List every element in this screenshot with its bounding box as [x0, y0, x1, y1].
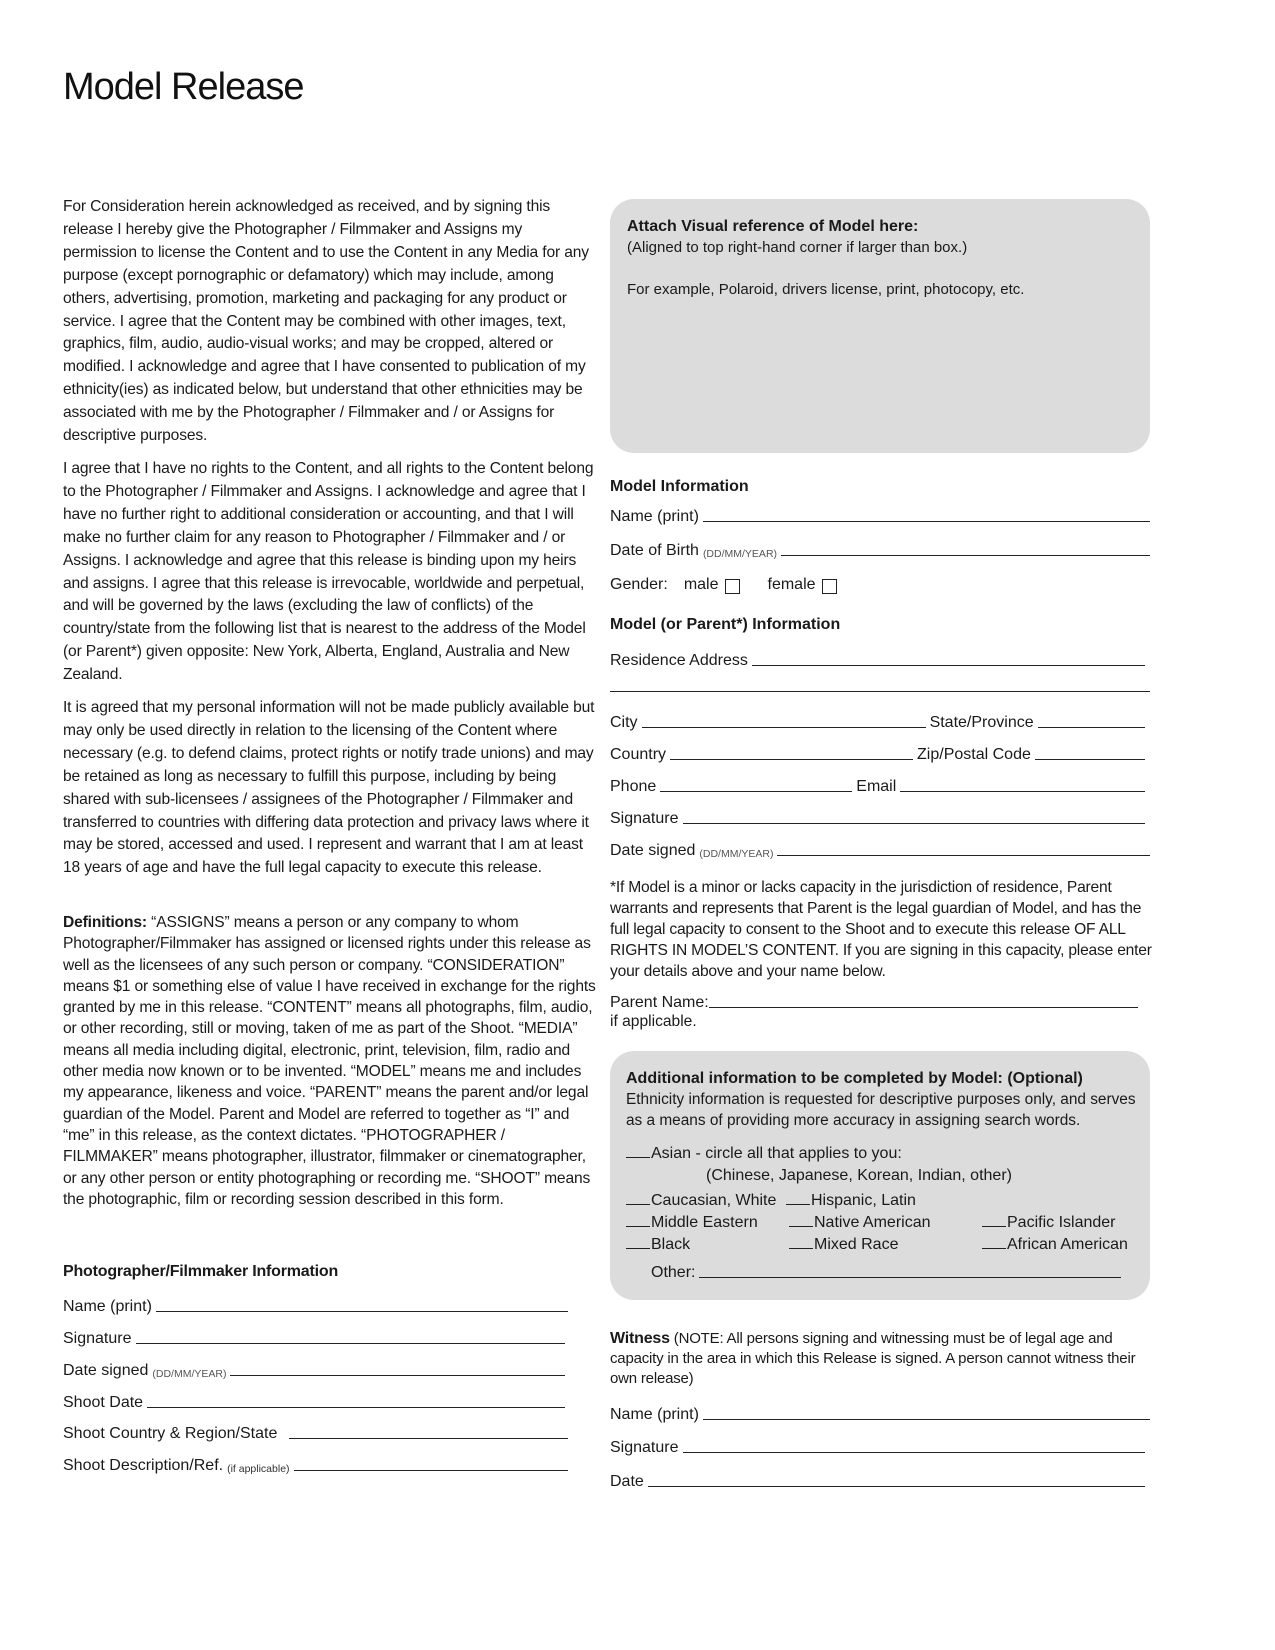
photographer-date-signed-field[interactable] — [63, 1358, 565, 1380]
model-dob-line[interactable] — [781, 555, 1150, 556]
witness-label: Witness — [610, 1330, 670, 1347]
witness-signature-label: Signature — [610, 1439, 679, 1456]
photographer-info-heading: Photographer/Filmmaker Information — [63, 1263, 339, 1280]
additional-info-description: Ethnicity information is requested for descriptive purposes only, and serves as a means of providing more accuracy in assigning search words. — [626, 1091, 1136, 1129]
definitions-text: “ASSIGNS” means a person or any company to whom Photographer/Filmmaker has assigned or licensed rights under this release as well as the licensees of any such person or company. “CONSIDERATION” means $1 or something else of value I have received in exchange for the rights granted by me in this release. “CONTENT” means all photographs, film, audio, or other recording, still or moving, taken of me as part of the Shoot. “MEDIA” means all media including digital, electronic, print, television, film, radio and other media now known or to be invented. “MODEL” means me and includes my appearance, likeness and voice. “PARENT” means the parent and/or legal guardian of the Model. Parent and Model are referred to together as “I” and “me” in this release, as the context dictates. “PHOTOGRAPHER / FILMMAKER” means photographer, illustrator, filmmaker or cinematographer, or any other person or entity photographing or recording me. “SHOOT” means the photographic, film or recording session described in this form. — [63, 914, 596, 1208]
phone-label: Phone — [610, 778, 657, 795]
photographer-signature-field[interactable] — [63, 1326, 565, 1348]
photographer-name-label: Name (print) — [63, 1298, 152, 1315]
witness-date-label: Date — [610, 1473, 644, 1490]
photographer-date-signed-label: Date signed — [63, 1362, 149, 1379]
privacy-paragraph: It is agreed that my personal information will not be made publicly available but may only be used directly in relation to the licensing of the Content where necessary (e.g. to defend claims, protect rights or notify trade unions) and may be retained as long as necessary to fulfill this purpose, including by being shared with sub-licensees / assignees of the Photographer / Filmmaker and transferred to countries with differing data protection and privacy laws where it may be stored, accessed and used. I represent and warrant that I am at least 18 years of age and have the full legal capacity to execute this release. — [63, 699, 595, 877]
witness-note — [610, 1329, 1155, 1389]
email-line[interactable] — [900, 791, 1145, 792]
residence-label: Residence Address — [610, 652, 748, 669]
country-zip-field[interactable] — [610, 742, 1145, 764]
middle-eastern-label: Middle Eastern — [651, 1214, 758, 1231]
witness-name-line[interactable] — [703, 1419, 1150, 1420]
other-line[interactable] — [699, 1277, 1121, 1278]
gender-male-label: male — [683, 576, 719, 593]
parent-date-signed-line[interactable] — [777, 855, 1150, 856]
model-name-label: Name (print) — [610, 508, 699, 525]
shoot-description-line[interactable] — [294, 1470, 568, 1471]
photographer-date-signed-line[interactable] — [230, 1375, 565, 1376]
other-label: Other: — [651, 1264, 696, 1281]
state-label: State/Province — [929, 714, 1034, 731]
gender-field — [610, 572, 910, 594]
residence-line[interactable] — [752, 665, 1145, 666]
witness-note-text: (NOTE: All persons signing and witnessing must be of legal age and capacity in the area in which this Release is signed. A person cannot witness their own release) — [610, 1330, 1136, 1387]
mixed-race-label: Mixed Race — [814, 1236, 899, 1253]
country-label: Country — [610, 746, 667, 763]
city-line[interactable] — [642, 727, 926, 728]
shoot-description-label: Shoot Description/Ref. — [63, 1457, 224, 1474]
model-dob-field[interactable] — [610, 538, 1150, 560]
ethnicity-black[interactable] — [626, 1236, 690, 1254]
consideration-paragraph: For Consideration herein acknowledged as received, and by signing this release I hereby give the Photographer / Filmmaker and Assigns my permission to license the Content and to use the Content in any Media for any purpose (except pornographic or defamatory) which may include, among others, advertising, promotion, marketing and packaging for any product or service. I agree that the Content may be combined with other images, text, graphics, film, audio, audio-visual works; and may be cropped, altered or modified. I acknowledge and agree that I have consented to publication of my ethnicity(ies) as indicated below, but understand that other ethnicities may be associated with me by the Photographer / Filmmaker and / or Assigns for descriptive purposes. — [63, 198, 589, 445]
parent-if-applicable: if applicable. — [610, 1013, 697, 1030]
hispanic-label: Hispanic, Latin — [811, 1192, 916, 1209]
zip-label: Zip/Postal Code — [917, 746, 1031, 763]
photographer-signature-label: Signature — [63, 1330, 132, 1347]
caucasian-blank[interactable] — [626, 1204, 650, 1205]
parent-date-format-hint: (DD/MM/YEAR) — [699, 848, 774, 860]
model-dob-label: Date of Birth — [610, 542, 699, 559]
mixed-race-blank[interactable] — [789, 1248, 813, 1249]
ethnicity-hispanic[interactable] — [786, 1192, 916, 1210]
model-name-field[interactable] — [610, 504, 1150, 526]
african-american-blank[interactable] — [982, 1248, 1006, 1249]
parent-date-signed-field[interactable] — [610, 838, 1150, 860]
witness-signature-line[interactable] — [683, 1452, 1146, 1453]
photo-box-text — [627, 216, 1127, 300]
witness-date-line[interactable] — [648, 1486, 1145, 1487]
photo-box-examples: For example, Polaroid, drivers license, print, photocopy, etc. — [627, 281, 1025, 298]
photographer-name-field[interactable] — [63, 1294, 568, 1316]
witness-date-field[interactable] — [610, 1469, 1145, 1491]
photographer-name-line[interactable] — [156, 1311, 568, 1312]
ethnicity-pacific-islander[interactable] — [982, 1214, 1116, 1232]
shoot-date-field[interactable] — [63, 1390, 565, 1412]
asian-blank[interactable] — [626, 1157, 650, 1158]
witness-name-field[interactable] — [610, 1402, 1150, 1424]
parent-signature-field[interactable] — [610, 806, 1145, 828]
model-info-heading: Model Information — [610, 478, 749, 495]
city-label: City — [610, 714, 638, 731]
photo-box-alignment-note: (Aligned to top right-hand corner if larger than box.) — [627, 239, 968, 256]
additional-info-heading: Additional information to be completed by Model: (Optional) — [626, 1070, 1083, 1087]
residence-field-line2[interactable] — [610, 674, 1150, 696]
definitions-paragraph — [63, 912, 598, 1210]
shoot-country-field[interactable] — [63, 1421, 568, 1443]
native-american-label: Native American — [814, 1214, 931, 1231]
city-state-field[interactable] — [610, 710, 1145, 732]
parent-signature-label: Signature — [610, 810, 679, 827]
dob-format-hint: (DD/MM/YEAR) — [702, 548, 778, 560]
caucasian-label: Caucasian, White — [651, 1192, 777, 1209]
ethnicity-native-american[interactable] — [789, 1214, 931, 1232]
ethnicity-african-american[interactable] — [982, 1236, 1128, 1254]
black-label: Black — [651, 1236, 691, 1253]
ethnicity-mixed-race[interactable] — [789, 1236, 898, 1254]
photo-box-heading: Attach Visual reference of Model here: — [627, 218, 919, 235]
photographer-signature-line[interactable] — [136, 1343, 566, 1344]
shoot-country-line[interactable] — [289, 1438, 568, 1439]
gender-male-checkbox[interactable] — [725, 579, 740, 594]
hispanic-blank[interactable] — [786, 1204, 810, 1205]
parent-date-signed-label: Date signed — [610, 842, 696, 859]
release-terms — [63, 196, 598, 448]
black-blank[interactable] — [626, 1248, 650, 1249]
shoot-description-field[interactable] — [63, 1453, 568, 1475]
ethnicity-asian[interactable] — [626, 1145, 902, 1163]
shoot-date-label: Shoot Date — [63, 1394, 144, 1411]
gender-female-label: female — [767, 576, 816, 593]
if-applicable-hint: (if applicable) — [227, 1463, 290, 1475]
shoot-date-line[interactable] — [147, 1407, 565, 1408]
native-american-blank[interactable] — [789, 1226, 813, 1227]
asian-options: (Chinese, Japanese, Korean, Indian, other) — [706, 1167, 1012, 1184]
ethnicity-caucasian[interactable] — [626, 1192, 776, 1210]
pacific-islander-label: Pacific Islander — [1007, 1214, 1116, 1231]
residence-line-2[interactable] — [610, 691, 1150, 692]
email-label: Email — [856, 778, 897, 795]
gender-female-checkbox[interactable] — [822, 579, 837, 594]
pacific-islander-blank[interactable] — [982, 1226, 1006, 1227]
gender-label: Gender: — [610, 576, 668, 593]
shoot-country-label: Shoot Country & Region/State — [63, 1425, 278, 1442]
country-line[interactable] — [670, 759, 913, 760]
parent-signature-line[interactable] — [683, 823, 1146, 824]
asian-label: Asian — [651, 1145, 692, 1162]
residence-field[interactable] — [610, 648, 1145, 670]
parent-info-heading: Model (or Parent*) Information — [610, 616, 841, 633]
witness-signature-field[interactable] — [610, 1435, 1145, 1457]
middle-eastern-blank[interactable] — [626, 1226, 650, 1227]
date-format-hint: (DD/MM/YEAR) — [152, 1368, 227, 1380]
definitions-label: Definitions: — [63, 914, 147, 931]
phone-line[interactable] — [660, 791, 852, 792]
phone-email-field[interactable] — [610, 774, 1145, 796]
ethnicity-middle-eastern[interactable] — [626, 1214, 758, 1232]
page-title: Model Release — [63, 66, 304, 108]
african-american-label: African American — [1007, 1236, 1128, 1253]
parent-name-label: Parent Name: — [610, 994, 709, 1011]
parent-name-field[interactable] — [610, 990, 1138, 1012]
minor-note: *If Model is a minor or lacks capacity in the jurisdiction of residence, Parent warrants and represents that Parent is the legal guardian of Model, and has the full legal capacity to consent to the Shoot and to execute this release OF ALL RIGHTS IN MODEL’S CONTENT. If you are signing in this capacity, please enter your details above and your name below. — [610, 879, 1152, 980]
rights-paragraph: I agree that I have no rights to the Content, and all rights to the Content belong to the Photographer / Filmmaker and Assigns. I acknowledge and agree that I have no further right to additional consideration or accounting, and that I will make no further claim for any reason to Photographer / Filmmaker and / or Assigns. I acknowledge and agree that this release is binding upon my heirs and assigns. I agree that this release is irrevocable, worldwide and perpetual, and will be governed by the laws (excluding the law of conflicts) of the country/state from the following list that is nearest to the address of the Model (or Parent*) given opposite: New York, Alberta, England, Australia and New Zealand. — [63, 460, 594, 684]
state-line[interactable] — [1038, 727, 1145, 728]
asian-note: - circle all that applies to you: — [691, 1145, 902, 1162]
parent-name-line[interactable] — [709, 1007, 1138, 1008]
ethnicity-other-field[interactable] — [651, 1260, 1121, 1282]
additional-info-text — [626, 1068, 1136, 1131]
witness-name-label: Name (print) — [610, 1406, 699, 1423]
model-name-line[interactable] — [703, 521, 1150, 522]
zip-line[interactable] — [1035, 759, 1145, 760]
